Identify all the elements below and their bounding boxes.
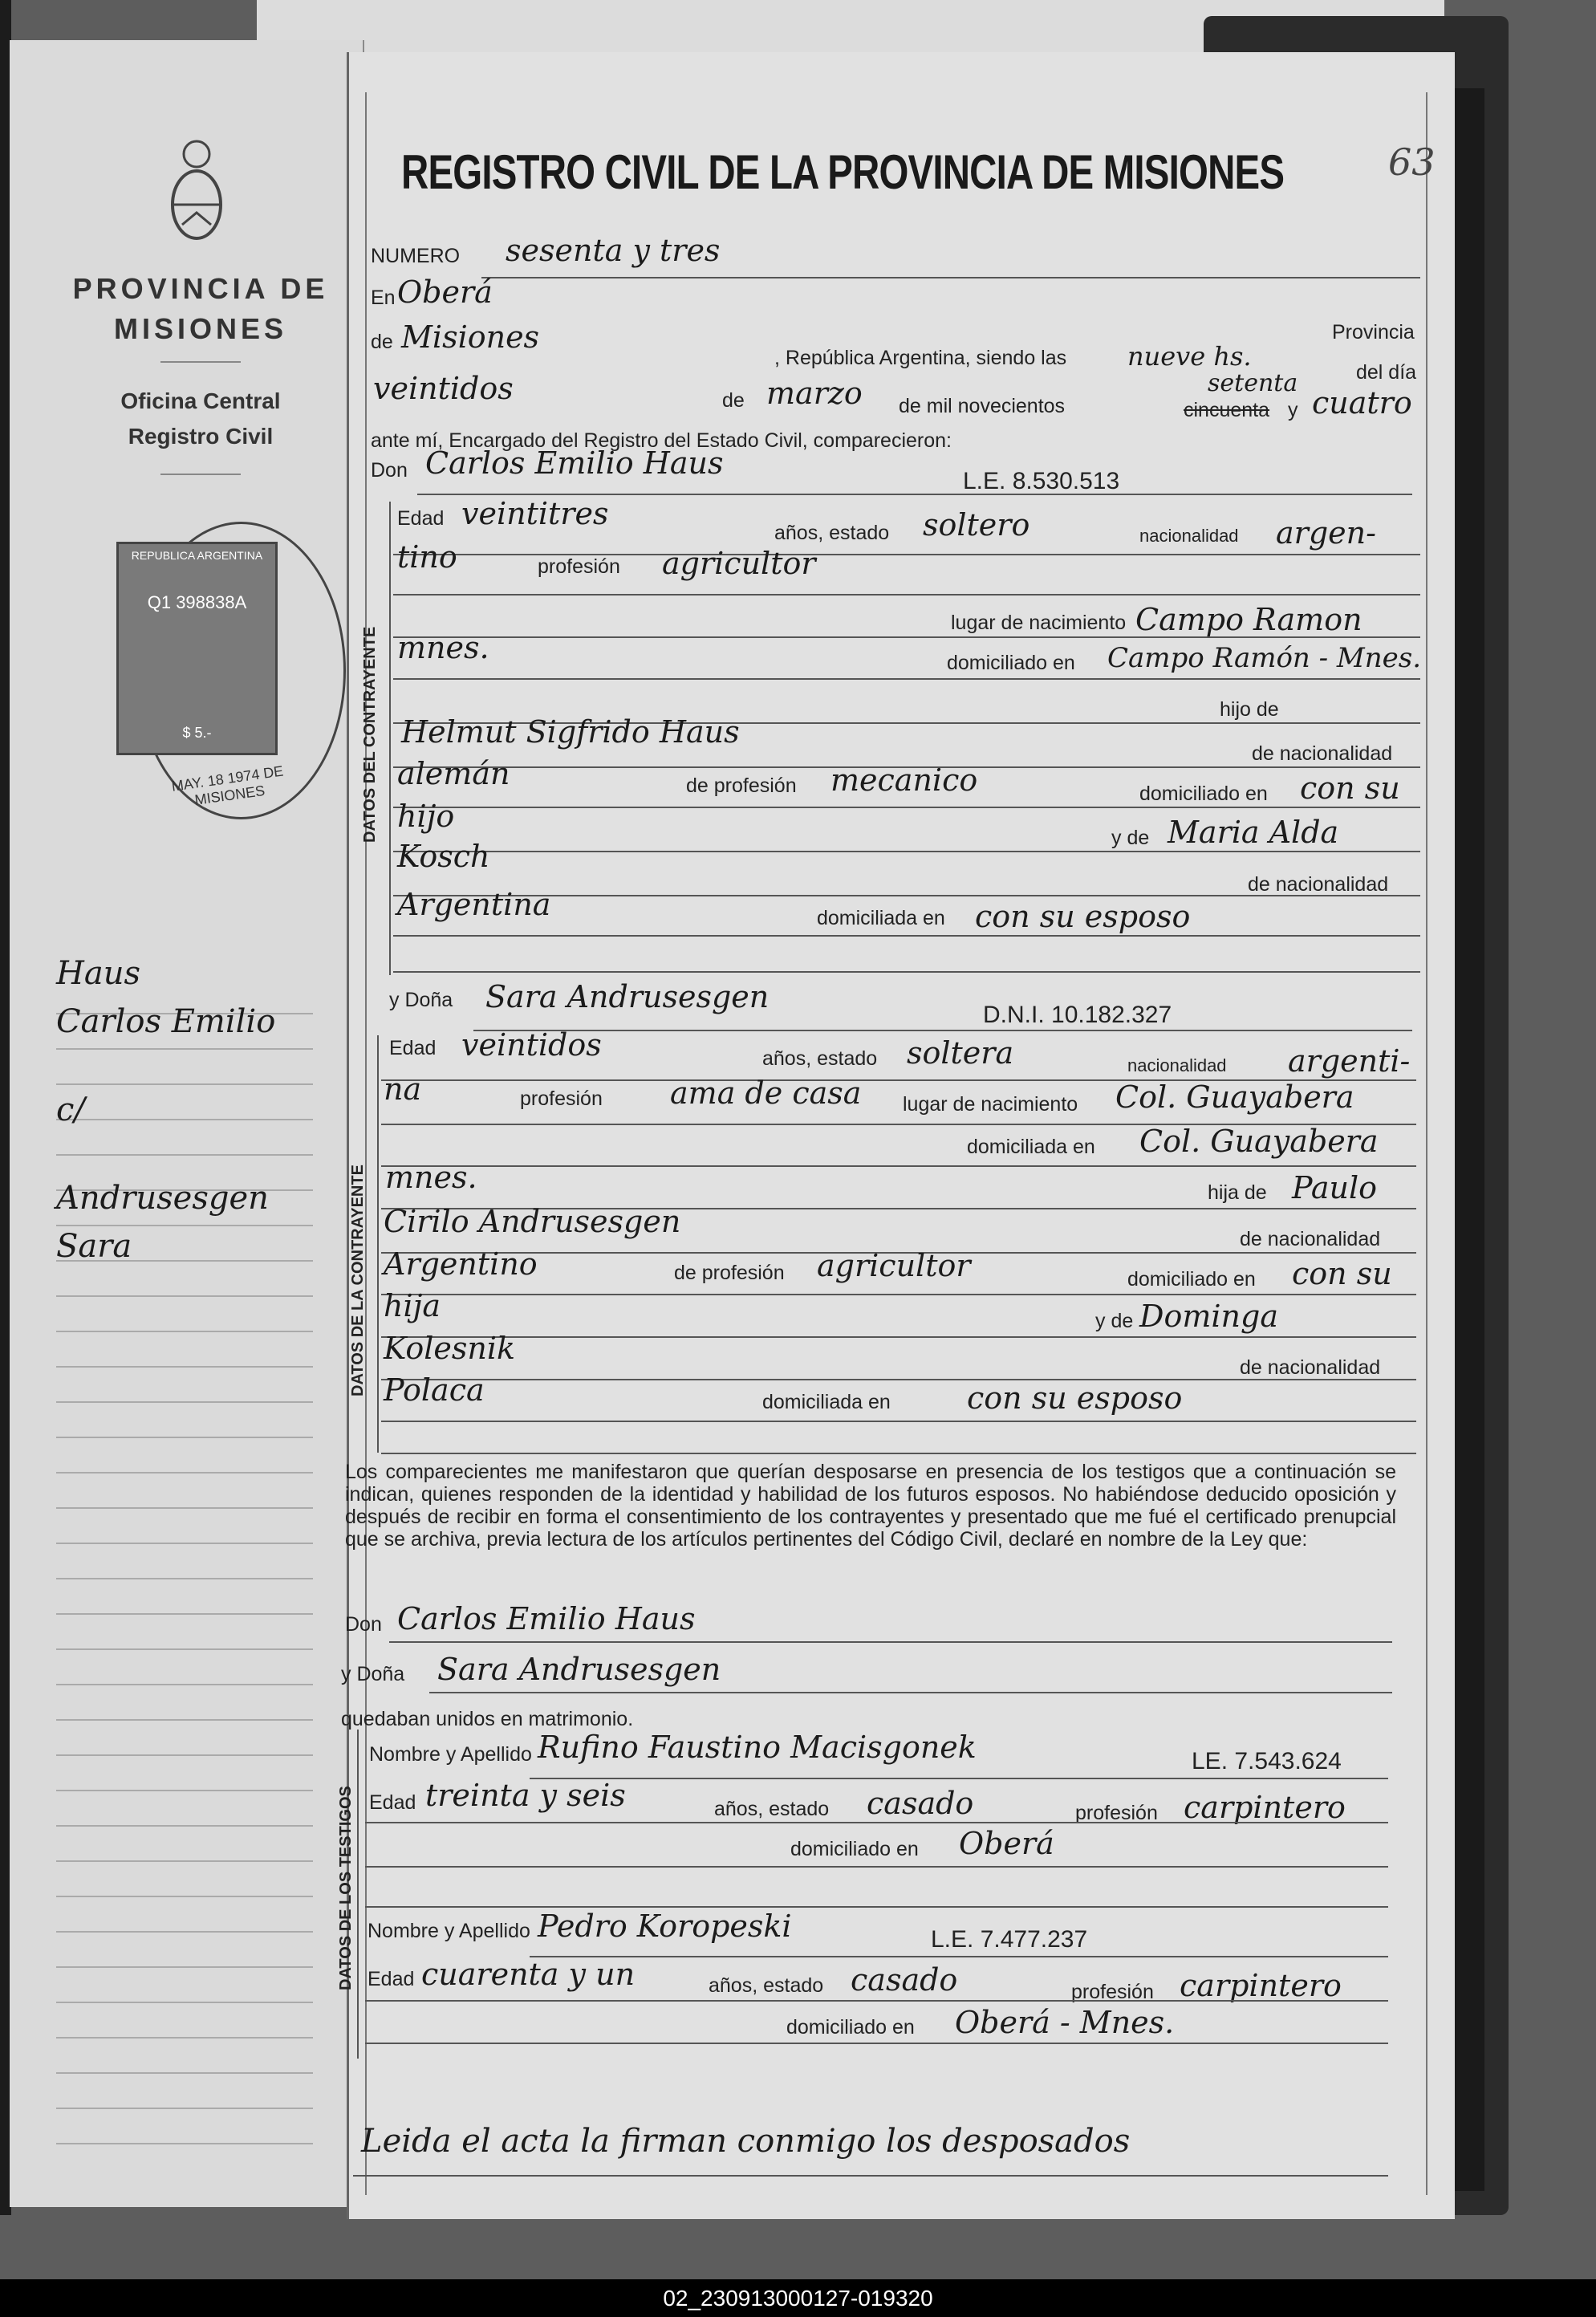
bride-status: soltera: [907, 1035, 1014, 1071]
nacionalidad-label: nacionalidad: [1127, 1055, 1227, 1075]
fill-line: [481, 277, 1420, 278]
numero-label: NUMERO: [371, 245, 461, 267]
office-line-2: Registro Civil: [128, 424, 274, 449]
witness1-name: Rufino Faustino Macisgonek: [538, 1730, 977, 1765]
anos-estado-label: años, estado: [714, 1798, 830, 1820]
localidad-value: Oberá: [397, 274, 493, 310]
bride-name: Sara Andrusesgen: [485, 979, 770, 1014]
witness2-document: L.E. 7.477.237: [931, 1926, 1088, 1953]
fill-line: [365, 1906, 1388, 1908]
witness2-status: casado: [851, 1962, 958, 1998]
fill-line: [417, 494, 1412, 495]
margin-ruled-lines: [56, 979, 313, 2144]
bride-section-label: DATOS DE LA CONTRAYENTE: [349, 1165, 367, 1396]
profesion-label: profesión: [1075, 1802, 1158, 1824]
groom-section-label: DATOS DEL CONTRAYENTE: [361, 626, 379, 843]
fill-line: [530, 1956, 1388, 1957]
fill-line: [381, 1453, 1416, 1454]
section-bar: [357, 1730, 359, 2059]
margin-annotation-line: Haus: [56, 955, 141, 992]
groom-mother-nationality: Argentina: [397, 887, 551, 922]
section-bar: [389, 502, 391, 975]
hija-de-label: hija de: [1208, 1181, 1267, 1204]
groom-name: Carlos Emilio Haus: [425, 445, 724, 481]
fill-line: [381, 1379, 1416, 1380]
hora-value: nueve hs.: [1127, 341, 1252, 372]
numero-value: sesenta y tres: [506, 233, 721, 268]
lugar-nacimiento-label: lugar de nacimiento: [951, 612, 1127, 634]
de-label: de: [371, 331, 393, 353]
bride-age: veintidos: [461, 1027, 602, 1063]
closing-statement: Leida el acta la firman conmigo los desposados: [361, 2123, 1131, 2160]
fill-line: [381, 1421, 1416, 1422]
edad-label: Edad: [389, 1037, 437, 1059]
fill-line: [381, 1165, 1416, 1167]
republica-text: , República Argentina, siendo las: [774, 347, 1067, 369]
domiciliado-label: domiciliado en: [790, 1838, 919, 1860]
edad-label: Edad: [368, 1968, 415, 1990]
groom-status: soltero: [923, 507, 1030, 543]
dia-value: veintidos: [373, 371, 514, 406]
de-nacionalidad-label: de nacionalidad: [1240, 1228, 1381, 1250]
office-line-1: Oficina Central: [120, 388, 281, 413]
witness1-age: treinta y seis: [425, 1778, 626, 1813]
page-title: REGISTRO CIVIL DE LA PROVINCIA DE MISIONES: [401, 145, 1285, 199]
groom-nationality-part2: tino: [397, 539, 457, 575]
stamp-value: $ 5.-: [182, 725, 212, 741]
witness1-profession: carpintero: [1184, 1790, 1346, 1825]
fill-line: [393, 971, 1420, 973]
profesion-label: profesión: [1071, 1981, 1154, 2003]
de-nacionalidad-label: de nacionalidad: [1240, 1356, 1381, 1379]
de-nacionalidad-label: de nacionalidad: [1248, 873, 1389, 896]
fill-line: [365, 1866, 1388, 1868]
profesion-label: profesión: [538, 555, 620, 578]
del-dia-label: del día: [1356, 361, 1417, 384]
divider: [160, 474, 241, 475]
fill-line: [393, 636, 1420, 638]
groom-address: Campo Ramón - Mnes.: [1107, 642, 1422, 674]
fill-line: [365, 2043, 1388, 2044]
edad-label: Edad: [369, 1791, 416, 1814]
province-heading: PROVINCIA DE MISIONES: [72, 272, 329, 345]
de-nacionalidad-label: de nacionalidad: [1252, 742, 1393, 765]
dona-label: y Doña: [389, 989, 453, 1011]
y-de-label: y de: [1095, 1310, 1134, 1332]
office-name: [80, 384, 321, 454]
bride-mother-address: con su esposo: [967, 1380, 1183, 1416]
anio-value: cuatro: [1312, 385, 1412, 421]
divider: [160, 361, 241, 363]
en-label: En: [371, 287, 396, 309]
bride-father-nationality: Argentino: [384, 1246, 538, 1282]
declaration-paragraph: Los comparecientes me manifestaron que querían desposarse en presencia de los testigos que a continuación se indican, quienes responden de la identidad y habilidad de los futuros esposos. No habiéndose deducido oposición y después de recibir en forma el consentimiento de los contrayentes y presentado que me fué el certificado prenupcial que se archiva, previa lectura de los artículos pertinentes del Código Civil, declaré en nombre de la Ley que:: [345, 1461, 1396, 1551]
bride-father-address: con su: [1292, 1256, 1392, 1291]
stamp-country: REPUBLICA ARGENTINA: [131, 549, 263, 562]
margin-annotation-line: Carlos Emilio: [56, 1003, 276, 1040]
fill-line: [393, 807, 1420, 808]
bride-birthplace: Col. Guayabera: [1115, 1079, 1354, 1115]
groom-birthplace: Campo Ramon: [1135, 602, 1362, 637]
groom-birthplace-cont: mnes.: [397, 630, 489, 665]
y-label: y: [1288, 399, 1298, 421]
mil-novecientos-label: de mil novecientos: [899, 395, 1066, 417]
ante-mi-text: ante mí, Encargado del Registro del Estado Civil, comparecieron:: [371, 429, 952, 452]
groom-father: Helmut Sigfrido Haus: [401, 714, 740, 750]
declared-groom-name: Carlos Emilio Haus: [397, 1601, 696, 1636]
stamp-number: 398838A: [176, 592, 247, 612]
mes-value: marzo: [766, 376, 863, 411]
groom-father-address-cont: hijo: [397, 799, 455, 834]
groom-father-nationality: alemán: [397, 756, 510, 791]
bride-mother-name: Dominga: [1139, 1299, 1278, 1334]
groom-mother-address: con su esposo: [975, 899, 1191, 934]
declared-bride-name: Sara Andrusesgen: [437, 1652, 721, 1687]
domiciliado-label: domiciliado en: [947, 652, 1075, 674]
witness1-address: Oberá: [959, 1826, 1054, 1861]
domiciliado-label: domiciliado en: [1139, 782, 1268, 805]
fill-line: [393, 851, 1420, 852]
fill-line: [393, 935, 1420, 937]
hijo-de-label: hijo de: [1220, 698, 1279, 721]
bride-address: Col. Guayabera: [1139, 1124, 1379, 1159]
stamp-serial: [119, 592, 275, 613]
bride-father-profession: agricultor: [817, 1248, 971, 1283]
fill-line: [381, 1336, 1416, 1338]
domiciliada-label: domiciliada en: [817, 907, 945, 929]
bride-address-cont: mnes.: [385, 1160, 477, 1195]
de-profesion-label: de profesión: [686, 774, 797, 797]
margin-annotation-line: c/: [56, 1091, 85, 1128]
page-number: 63: [1388, 140, 1436, 184]
fill-line: [429, 1692, 1392, 1693]
decada-value: setenta: [1208, 369, 1298, 397]
provincia-label: Provincia: [1332, 321, 1415, 343]
profesion-label: profesión: [520, 1087, 603, 1110]
bride-nationality-part1: argenti-: [1288, 1043, 1411, 1079]
fill-line: [530, 1778, 1388, 1779]
domiciliado-label: domiciliado en: [1127, 1268, 1256, 1291]
bride-father-name: Paulo: [1292, 1170, 1378, 1205]
seal-date: MAY. 18 1974 DE MISIONES: [170, 762, 285, 808]
section-bar: [377, 1035, 379, 1453]
quedaban-text: quedaban unidos en matrimonio.: [341, 1708, 634, 1730]
groom-nationality-part1: argen-: [1276, 515, 1376, 551]
groom-document: L.E. 8.530.513: [963, 468, 1120, 494]
groom-age: veintitres: [461, 496, 609, 531]
province-value: Misiones: [401, 319, 540, 355]
bride-profession: ama de casa: [670, 1075, 862, 1111]
de-mes-label: de: [722, 389, 745, 412]
groom-mother-name: Maria Alda: [1168, 815, 1339, 850]
margin-annotation-line: Andrusesgen: [56, 1180, 269, 1217]
revenue-stamp: [116, 542, 278, 755]
bride-document: D.N.I. 10.182.327: [983, 1002, 1172, 1028]
groom-father-address: con su: [1300, 770, 1400, 806]
margin-annotation-line: Sara: [56, 1228, 132, 1265]
don-label: Don: [345, 1613, 382, 1636]
bride-nationality-part2: na: [384, 1071, 422, 1107]
nombre-apellido-label: Nombre y Apellido: [369, 1743, 532, 1766]
groom-profession: agricultor: [662, 546, 816, 581]
witness1-status: casado: [867, 1786, 974, 1821]
witness2-profession: carpintero: [1180, 1968, 1342, 2003]
y-de-label: y de: [1111, 827, 1150, 849]
bride-mother-nationality: Polaca: [384, 1372, 485, 1408]
witness2-address: Oberá - Mnes.: [955, 2005, 1175, 2040]
coat-of-arms-icon: [164, 136, 229, 249]
fill-line: [473, 1030, 1412, 1031]
anos-estado-label: años, estado: [762, 1047, 878, 1070]
groom-mother-surname: Kosch: [397, 839, 490, 874]
stamp-code: Q1: [147, 592, 172, 612]
anos-estado-label: años, estado: [774, 522, 890, 544]
cincuenta-label-struck: cincuenta: [1184, 399, 1270, 421]
anos-estado-label: años, estado: [709, 1974, 824, 1997]
bride-father-address-cont: hija: [384, 1288, 441, 1323]
nacionalidad-label: nacionalidad: [1139, 526, 1239, 546]
fill-line: [389, 1641, 1392, 1643]
fill-line: [393, 594, 1420, 596]
fill-line: [353, 2175, 1388, 2177]
domiciliada-label: domiciliada en: [967, 1136, 1095, 1158]
domiciliado-label: domiciliado en: [786, 2016, 915, 2039]
fill-line: [393, 678, 1420, 680]
domiciliada-label: domiciliada en: [762, 1391, 891, 1413]
lugar-nacimiento-label: lugar de nacimiento: [903, 1093, 1078, 1116]
image-caption: 02_230913000127-019320: [0, 2279, 1596, 2317]
don-label: Don: [371, 459, 408, 482]
bride-father-fullname: Cirilo Andrusesgen: [384, 1204, 681, 1239]
dona-label: y Doña: [341, 1663, 405, 1685]
nombre-apellido-label: Nombre y Apellido: [368, 1920, 530, 1942]
witness1-document: LE. 7.543.624: [1192, 1748, 1342, 1774]
bride-mother-surname: Kolesnik: [384, 1331, 516, 1366]
witness2-name: Pedro Koropeski: [538, 1908, 792, 1944]
edad-label: Edad: [397, 507, 445, 530]
fill-line: [365, 2000, 1388, 2002]
fill-line: [365, 1822, 1388, 1823]
witnesses-section-label: DATOS DE LOS TESTIGOS: [337, 1786, 355, 1990]
witness2-age: cuarenta y un: [421, 1957, 636, 1992]
fill-line: [381, 1294, 1416, 1295]
de-profesion-label: de profesión: [674, 1262, 785, 1284]
groom-father-profession: mecanico: [830, 762, 978, 798]
